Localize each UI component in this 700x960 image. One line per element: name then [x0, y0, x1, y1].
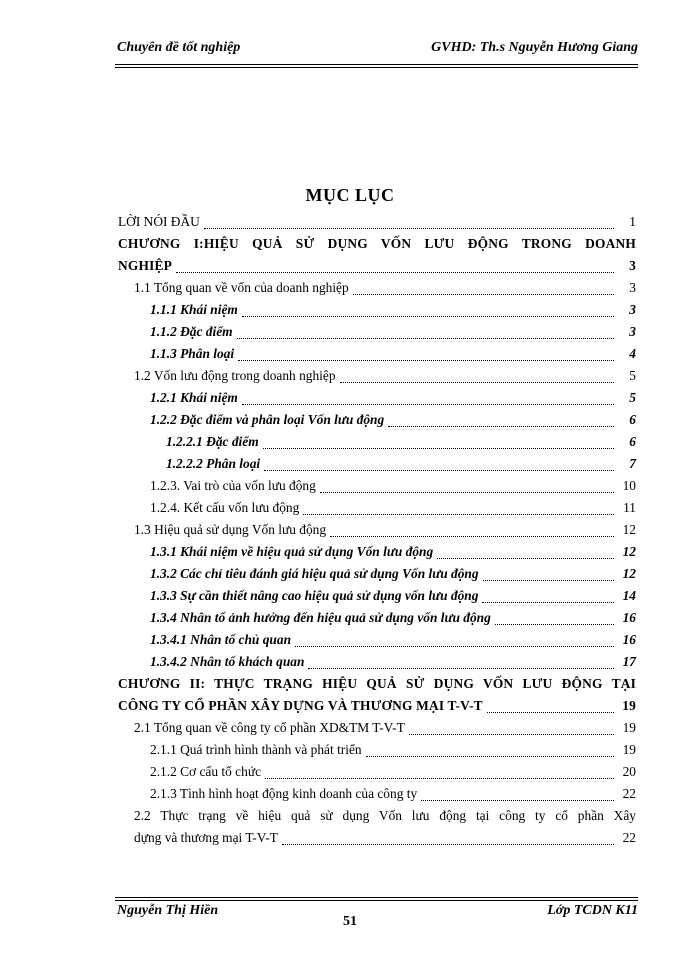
toc-dot-leader — [320, 480, 614, 493]
toc-page-number: 17 — [622, 654, 636, 669]
toc-page-number: 5 — [629, 368, 636, 383]
table-of-contents — [118, 211, 636, 849]
toc-entry[interactable] — [118, 761, 636, 783]
page-number: 51 — [343, 914, 357, 929]
toc-entry-label: 1.2 Vốn lưu động trong doanh nghiệp — [134, 368, 336, 383]
toc-dot-leader — [282, 832, 614, 845]
toc-entry-label: CHƯƠNG I:HIỆU QUẢ SỬ DỤNG VỐN LƯU ĐỘNG TRONG DOANH — [118, 236, 636, 251]
toc-entry-first-line — [118, 805, 636, 827]
toc-page-number: 4 — [629, 346, 636, 361]
toc-entry[interactable] — [118, 827, 636, 849]
toc-page-number: 16 — [622, 632, 636, 647]
toc-entry[interactable] — [118, 519, 636, 541]
toc-entry-label: 2.2 Thực trạng về hiệu quả sử dụng Vốn lưu động tại công ty cổ phần Xây — [134, 808, 636, 823]
toc-dot-leader — [303, 502, 614, 515]
toc-entry-first-line — [118, 673, 636, 695]
toc-entry-label: 1.1 Tổng quan về vốn của doanh nghiệp — [134, 280, 349, 295]
toc-page-number: 20 — [622, 764, 636, 779]
toc-entry[interactable] — [118, 497, 636, 519]
toc-page-number: 3 — [629, 280, 636, 295]
toc-entry[interactable] — [118, 343, 636, 365]
toc-entry[interactable] — [118, 629, 636, 651]
header-rule — [115, 64, 638, 65]
toc-entry-label: LỜI NÓI ĐẦU — [118, 214, 200, 229]
toc-dot-leader — [482, 590, 614, 603]
toc-dot-leader — [483, 568, 614, 581]
toc-entry-label: 1.3.2 Các chỉ tiêu đánh giá hiệu quả sử dụng Vốn lưu động — [150, 566, 479, 581]
toc-page-number: 1 — [629, 214, 636, 229]
toc-entry-label: 1.2.2.1 Đặc điểm — [166, 434, 259, 449]
toc-dot-leader — [176, 260, 614, 273]
toc-entry-label: 1.2.2 Đặc điểm và phân loại Vốn lưu động — [150, 412, 385, 427]
toc-page-number: 12 — [622, 544, 636, 559]
toc-dot-leader — [308, 656, 614, 669]
toc-dot-leader — [242, 392, 614, 405]
toc-dot-leader — [264, 458, 614, 471]
toc-entry-label: 1.3.4 Nhân tố ảnh hưởng đến hiệu quả sử dụng vốn lưu động — [150, 610, 491, 625]
toc-entry-label: 2.1.3 Tình hình hoạt động kinh doanh của công ty — [150, 786, 418, 801]
toc-entry-label: 2.1.1 Quá trình hình thành và phát triển — [150, 742, 362, 757]
toc-page-number: 11 — [623, 500, 636, 515]
toc-entry-first-line — [118, 233, 636, 255]
toc-dot-leader — [330, 524, 614, 537]
toc-entry-label: CÔNG TY CỔ PHẦN XÂY DỰNG VÀ THƯƠNG MẠI T-V-T — [118, 698, 483, 713]
toc-entry[interactable] — [118, 651, 636, 673]
toc-page-number: 16 — [622, 610, 636, 625]
toc-entry-label: 1.2.1 Khái niệm — [150, 390, 238, 405]
toc-entry[interactable] — [118, 431, 636, 453]
toc-page-number: 6 — [629, 412, 636, 427]
toc-entry[interactable] — [118, 475, 636, 497]
toc-entry-label: 2.1 Tổng quan về công ty cổ phần XD&TM T-V-T — [134, 720, 405, 735]
toc-dot-leader — [242, 304, 614, 317]
toc-entry[interactable] — [118, 299, 636, 321]
toc-page-number: 22 — [622, 786, 636, 801]
toc-dot-leader — [421, 788, 614, 801]
header-document-type: Chuyên đề tốt nghiệp — [117, 40, 241, 55]
toc-entry-label: 1.2.4. Kết cấu vốn lưu động — [150, 500, 300, 515]
toc-entry[interactable] — [118, 585, 636, 607]
toc-entry[interactable] — [118, 739, 636, 761]
toc-entry-label: 1.1.1 Khái niệm — [150, 302, 238, 317]
toc-dot-leader — [295, 634, 614, 647]
toc-page-number: 3 — [629, 324, 636, 339]
footer-class: Lớp TCDN K11 — [547, 903, 638, 918]
toc-dot-leader — [409, 722, 614, 735]
toc-entry-label: 1.1.2 Đặc điểm — [150, 324, 233, 339]
page-title: MỤC LỤC — [305, 185, 395, 205]
header-supervisor: GVHD: Th.s Nguyễn Hương Giang — [431, 40, 638, 55]
toc-entry-label: 1.2.3. Vai trò của vốn lưu động — [150, 478, 316, 493]
toc-entry[interactable] — [118, 717, 636, 739]
toc-dot-leader — [353, 282, 614, 295]
footer-author: Nguyễn Thị Hiền — [117, 903, 219, 918]
toc-entry-label: 1.3.1 Khái niệm về hiệu quả sử dụng Vốn lưu động — [150, 544, 434, 559]
toc-page-number: 10 — [622, 478, 636, 493]
toc-entry[interactable] — [118, 783, 636, 805]
toc-entry-label: 1.1.3 Phân loại — [150, 346, 235, 361]
toc-dot-leader — [340, 370, 614, 383]
toc-dot-leader — [263, 436, 614, 449]
toc-page-number: 19 — [622, 720, 636, 735]
toc-dot-leader — [265, 766, 614, 779]
toc-dot-leader — [388, 414, 614, 427]
toc-entry[interactable] — [118, 321, 636, 343]
toc-entry[interactable] — [118, 541, 636, 563]
toc-entry[interactable] — [118, 409, 636, 431]
toc-dot-leader — [366, 744, 614, 757]
toc-page-number: 3 — [629, 258, 636, 273]
toc-dot-leader — [237, 326, 614, 339]
toc-entry[interactable] — [118, 563, 636, 585]
toc-entry[interactable] — [118, 607, 636, 629]
toc-entry[interactable] — [118, 453, 636, 475]
toc-page-number: 6 — [629, 434, 636, 449]
toc-page-number: 5 — [629, 390, 636, 405]
toc-page-number: 12 — [622, 522, 636, 537]
toc-dot-leader — [437, 546, 614, 559]
page-header — [115, 40, 638, 62]
header-rule-thin — [115, 67, 638, 68]
toc-entry-label: 1.2.2.2 Phân loại — [166, 456, 261, 471]
toc-page-number: 7 — [629, 456, 636, 471]
toc-page-number: 12 — [622, 566, 636, 581]
toc-entry-label: dựng và thương mại T-V-T — [134, 830, 278, 845]
toc-entry[interactable] — [118, 387, 636, 409]
toc-dot-leader — [487, 700, 614, 713]
toc-entry-label: 1.3.3 Sự cần thiết nâng cao hiệu quả sử dụng vốn lưu động — [150, 588, 479, 603]
footer-rule-thin — [115, 897, 638, 898]
toc-entry-label: 1.3.4.1 Nhân tố chủ quan — [150, 632, 292, 647]
toc-page-number: 22 — [622, 830, 636, 845]
toc-entry[interactable] — [118, 211, 636, 233]
toc-page-number: 14 — [622, 588, 636, 603]
toc-page-number: 3 — [629, 302, 636, 317]
toc-dot-leader — [495, 612, 614, 625]
toc-dot-leader — [204, 216, 614, 229]
toc-entry[interactable] — [118, 277, 636, 299]
toc-entry[interactable] — [118, 365, 636, 387]
footer-rule — [115, 900, 638, 901]
toc-page-number: 19 — [622, 742, 636, 757]
toc-entry[interactable] — [118, 255, 636, 277]
toc-dot-leader — [238, 348, 614, 361]
toc-entry[interactable] — [118, 695, 636, 717]
toc-page-number: 19 — [622, 698, 636, 713]
toc-entry-label: 2.1.2 Cơ cấu tổ chức — [150, 764, 262, 779]
toc-entry-label: NGHIỆP — [118, 258, 173, 273]
toc-entry-label: CHƯƠNG II: THỰC TRẠNG HIỆU QUẢ SỬ DỤNG VỐN LƯU ĐỘNG TẠI — [118, 676, 636, 691]
toc-entry-label: 1.3 Hiệu quả sử dụng Vốn lưu động — [134, 522, 327, 537]
toc-entry-label: 1.3.4.2 Nhân tố khách quan — [150, 654, 305, 669]
